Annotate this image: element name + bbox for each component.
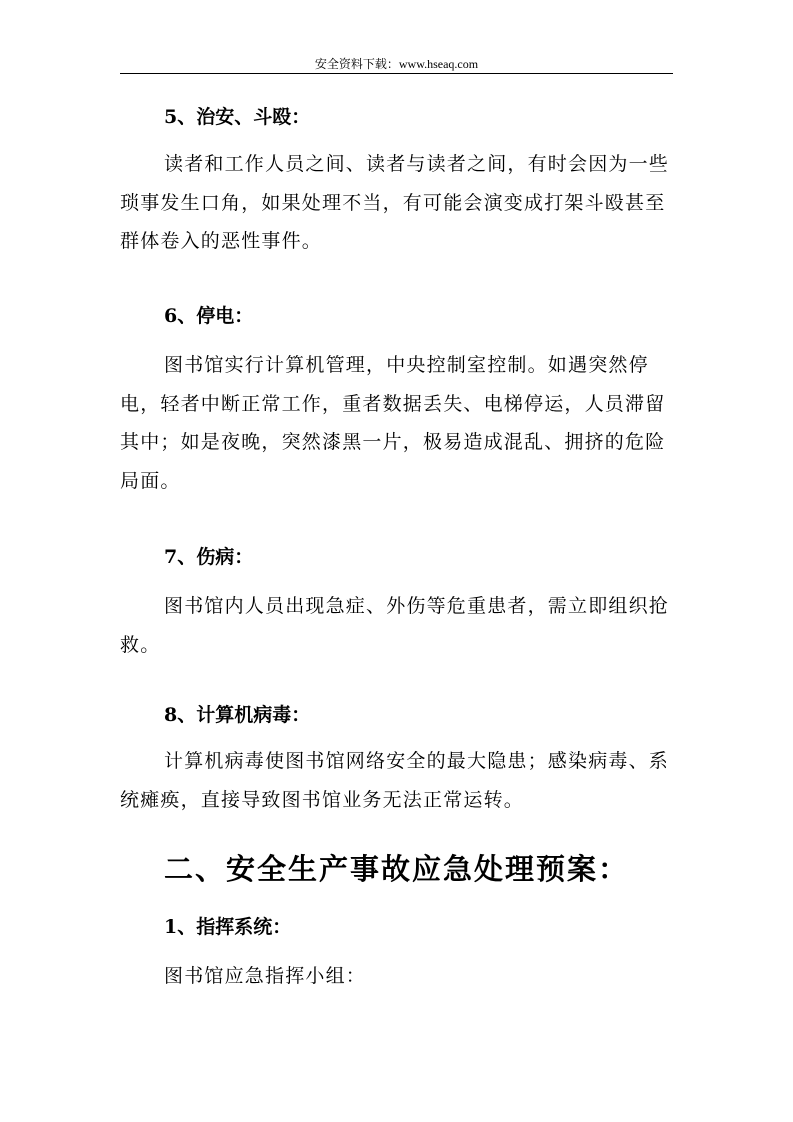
- paragraph-power-outage: 图书馆实行计算机管理，中央控制室控制。如遇突然停电，轻者中断正常工作，重者数据丢失、电梯停运，人员滞留其中；如是夜晚，突然漆黑一片，极易造成混乱、拥挤的危险局面。: [120, 354, 666, 492]
- heading-command-system: 1、指挥系统：: [164, 916, 292, 938]
- heading-power-outage: 6、停电：: [164, 305, 254, 327]
- heading-computer-virus: 8、计算机病毒：: [164, 704, 311, 726]
- page-header: 安全资料下载：www.hseaq.com: [314, 57, 479, 71]
- paragraph-injury-illness: 图书馆内人员出现急症、外伤等危重患者，需立即组织抢救。: [120, 595, 670, 656]
- heading-injury-illness: 7、伤病：: [164, 546, 254, 568]
- section-title: 二、安全生产事故应急处理预案：: [163, 852, 629, 886]
- paragraph-command-group: 图书馆应急指挥小组：: [164, 965, 367, 987]
- paragraph-computer-virus: 计算机病毒使图书馆网络安全的最大隐患；感染病毒、系统瘫痪，直接导致图书馆业务无法正常运转。: [120, 750, 670, 811]
- header-divider: [120, 73, 673, 74]
- paragraph-public-security: 读者和工作人员之间、读者与读者之间，有时会因为一些琐事发生口角，如果处理不当，有可能会演变成打架斗殴甚至群体卷入的恶性事件。: [120, 153, 670, 252]
- heading-public-security: 5、治安、斗殴：: [164, 106, 311, 128]
